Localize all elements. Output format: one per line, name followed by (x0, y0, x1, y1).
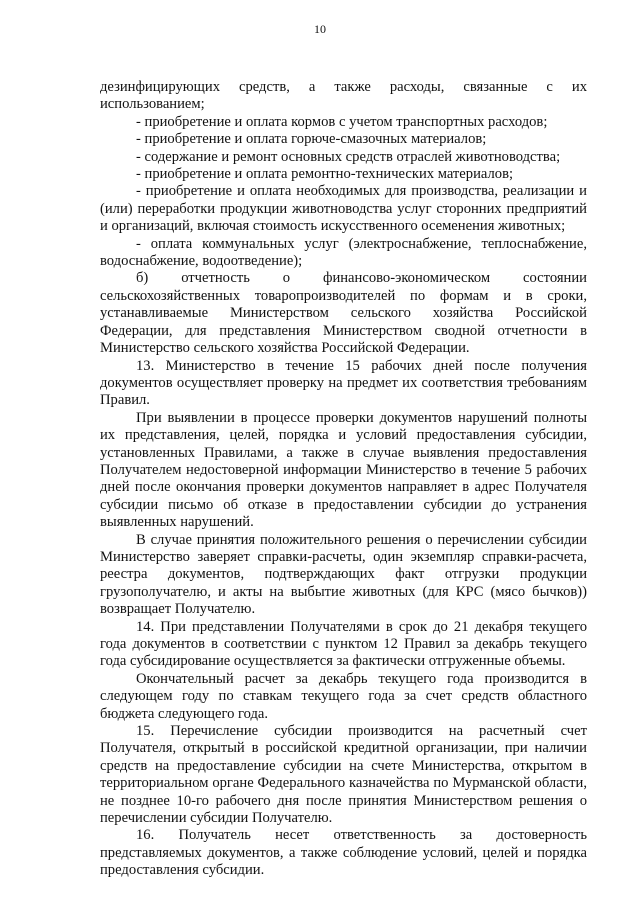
list-item: - приобретение и оплата горюче-смазочных материалов; (136, 131, 487, 148)
list-item: - приобретение и оплата необходимых для производства, реализации и (или) переработки продукции животноводства услуг сторонних предприятий и организаций, включая стоимость искусственного осеменения животных; (100, 183, 587, 235)
paragraph: 14. При представлении Получателями в срок до 21 декабря текущего года документов в соответствии с пунктом 12 Правил за декабрь текущего года субсидирование осуществляется за фактически отгруженные объемы. (100, 618, 587, 670)
paragraph: 13. Министерство в течение 15 рабочих дней после получения документов осуществляет проверку на предмет их соответствия требованиям Правил. (100, 357, 587, 409)
page-number: 10 (314, 22, 326, 36)
document-body (100, 79, 587, 880)
list-item: - оплата коммунальных услуг (электроснабжение, теплоснабжение, водоснабжение, водоотведение); (100, 235, 587, 270)
list-item: - содержание и ремонт основных средств отраслей животноводства; (136, 148, 561, 165)
paragraph: дезинфицирующих средств, а также расходы, связанные с их использованием; (100, 79, 587, 113)
paragraph: б) отчетность о финансово-экономическом состоянии сельскохозяйственных товаропроизводителей по формам и в сроки, устанавливаемые Министерством сельского хозяйства Российской Федерации, для представления Министерством сводной отчетности в Министерство сельского хозяйства Российской Федерации. (100, 270, 587, 357)
paragraph: При выявлении в процессе проверки документов нарушений полноты их представления, целей, порядка и условий предоставления субсидии, установленных Правилами, а также в случае выявления предоставления Получателем недостоверной информации Министерство в течение 5 рабочих дней после окончания проверки документов направляет в адрес Получателя субсидии письмо об отказе в предоставлении субсидии до устранения выявленных нарушений. (100, 409, 587, 531)
paragraph: 16. Получатель несет ответственность за достоверность представляемых документов, а также соблюдение условий, целей и порядка предоставления субсидии. (100, 827, 587, 879)
paragraph: 15. Перечисление субсидии производится на расчетный счет Получателя, открытый в российской кредитной организации, при наличии средств на предоставление субсидии на счете Министерства, открытом в территориальном органе Федерального казначейства по Мурманской области, не позднее 10-го рабочего дня после принятия Министерством решения о перечислении субсидии Получателю. (100, 723, 587, 827)
list-item: - приобретение и оплата ремонтно-технических материалов; (136, 166, 514, 183)
list-item: - приобретение и оплата кормов с учетом транспортных расходов; (136, 113, 548, 130)
paragraph: В случае принятия положительного решения о перечислении субсидии Министерство заверяет справки-расчеты, один экземпляр справки-расчета, реестра документов, подтверждающих факт отгрузки продукции грузополучателю, и акты на выбытие животных (для КРС (мясо бычков)) возвращает Получателю. (100, 531, 587, 618)
paragraph: Окончательный расчет за декабрь текущего года производится в следующем году по ставкам текущего года за счет средств областного бюджета следующего года. (100, 670, 587, 722)
